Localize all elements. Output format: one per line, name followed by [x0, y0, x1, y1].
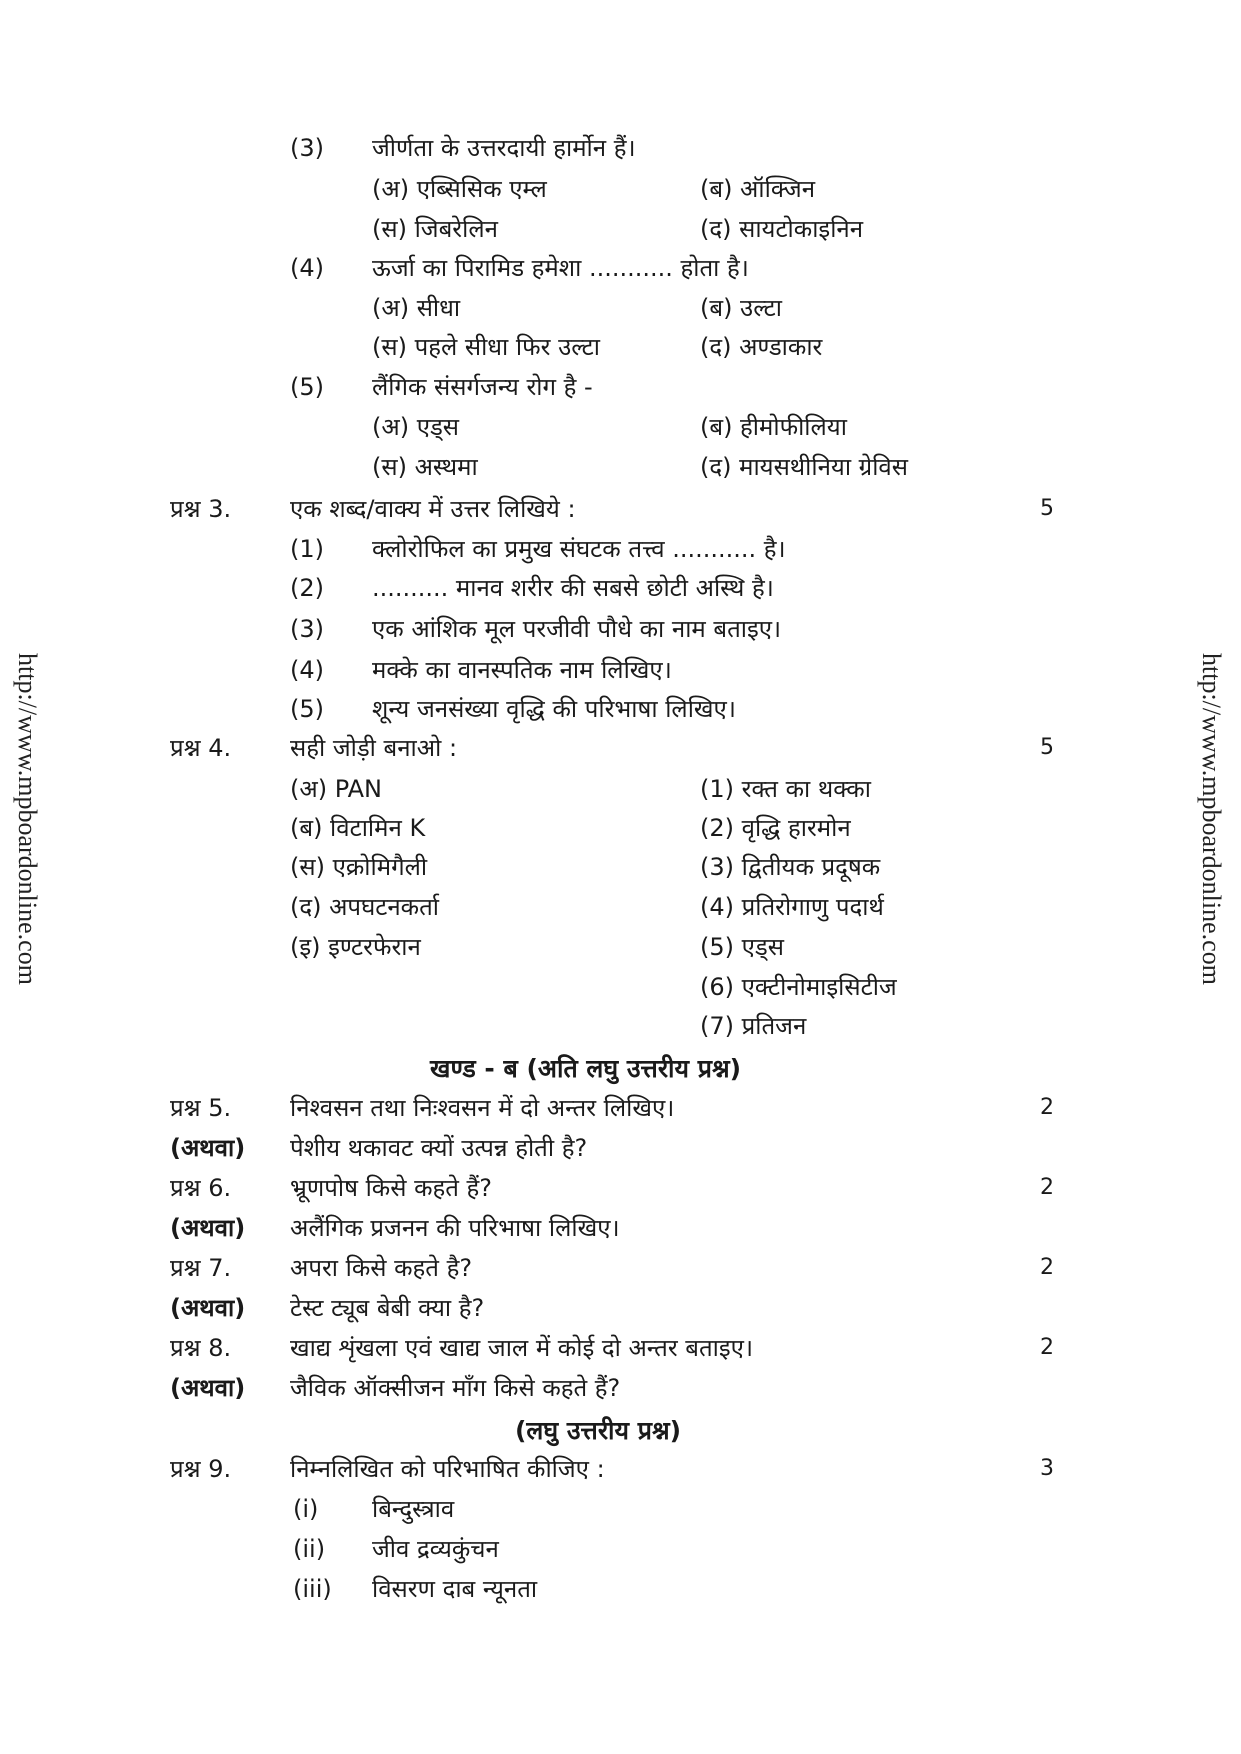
q4-right-item-6: (6) एक्टीनोमाइसिटीज: [700, 973, 897, 1001]
q8-question: खाद्य शृंखला एवं खाद्य जाल में कोई दो अन्तर बताइए।: [290, 1334, 754, 1362]
q3-item-1-text: क्लोरोफिल का प्रमुख संघटक तत्त्व ........... है।: [372, 535, 786, 563]
q6-marks: 2: [1040, 1175, 1054, 1200]
q5-question: निश्वसन तथा निःश्वसन में दो अन्तर लिखिए।: [290, 1094, 675, 1122]
q8-or-label: (अथवा): [170, 1374, 246, 1402]
q2-item-4-option-a: (अ) सीधा: [372, 294, 461, 322]
q2-item-4-option-b: (ब) उल्टा: [700, 294, 782, 322]
q4-right-item-5: (5) एड्स: [700, 933, 784, 961]
q7-question: अपरा किसे कहते है?: [290, 1254, 473, 1282]
q8-or-question: जैविक ऑक्सीजन माँग किसे कहते हैं?: [290, 1374, 621, 1402]
q4-left-item-b: (ब) विटामिन K: [290, 814, 426, 842]
q2-item-5-option-a: (अ) एड्स: [372, 413, 460, 441]
q3-item-4-number: (4): [290, 656, 324, 684]
q9-question: निम्नलिखित को परिभाषित कीजिए :: [290, 1455, 605, 1483]
q4-right-item-4: (4) प्रतिरोगाणु पदार्थ: [700, 893, 884, 921]
q3-question: एक शब्द/वाक्य में उत्तर लिखिये :: [290, 495, 576, 523]
q3-item-2-number: (2): [290, 574, 324, 602]
q3-item-3-text: एक आंशिक मूल परजीवी पौधे का नाम बताइए।: [372, 615, 782, 643]
q9-item-1-text: बिन्दुस्त्राव: [372, 1495, 455, 1523]
q7-or-question: टेस्ट ट्यूब बेबी क्या है?: [290, 1294, 485, 1322]
q2-item-3-number: (3): [290, 134, 324, 162]
q4-right-item-1: (1) रक्त का थक्का: [700, 775, 871, 803]
q4-left-item-d: (द) अपघटनकर्ता: [290, 893, 439, 921]
q3-marks: 5: [1040, 496, 1054, 521]
q3-item-2-text: .......... मानव शरीर की सबसे छोटी अस्थि है।: [372, 574, 774, 602]
q2-item-5-number: (5): [290, 373, 324, 401]
q2-item-4-question: ऊर्जा का पिरामिड हमेशा ........... होता है।: [372, 254, 749, 282]
q9-item-1-number: (i): [293, 1495, 319, 1523]
q2-item-4-number: (4): [290, 254, 324, 282]
q7-or-label: (अथवा): [170, 1294, 246, 1322]
watermark-right: http://www.mpboardonline.com: [1197, 653, 1226, 985]
q8-label: प्रश्न 8.: [170, 1334, 232, 1362]
q9-item-2-text: जीव द्रव्यकुंचन: [372, 1535, 499, 1563]
q4-right-item-3: (3) द्वितीयक प्रदूषक: [700, 853, 881, 881]
q2-item-3-option-c: (स) जिबरेलिन: [372, 215, 498, 243]
q4-left-item-a: (अ) PAN: [290, 775, 383, 803]
q2-item-5-option-c: (स) अस्थमा: [372, 453, 478, 481]
q2-item-3-question: जीर्णता के उत्तरदायी हार्मोन हैं।: [372, 134, 636, 162]
q9-item-3-text: विसरण दाब न्यूनता: [372, 1575, 538, 1603]
q7-marks: 2: [1040, 1255, 1054, 1280]
q4-right-item-2: (2) वृद्धि हारमोन: [700, 814, 851, 842]
q2-item-5-option-d: (द) मायसथीनिया ग्रेविस: [700, 453, 908, 481]
q3-item-4-text: मक्के का वानस्पतिक नाम लिखिए।: [372, 656, 672, 684]
short-answer-heading: (लघु उत्तरीय प्रश्न): [515, 1416, 682, 1445]
q5-or-question: पेशीय थकावट क्यों उत्पन्न होती है?: [290, 1134, 588, 1162]
q4-label: प्रश्न 4.: [170, 734, 232, 762]
q5-marks: 2: [1040, 1095, 1054, 1120]
section-b-heading: खण्ड - ब (अति लघु उत्तरीय प्रश्न): [430, 1054, 742, 1083]
q3-item-5-number: (5): [290, 695, 324, 723]
q4-right-item-7: (7) प्रतिजन: [700, 1012, 807, 1040]
q6-label: प्रश्न 6.: [170, 1174, 232, 1202]
q3-item-5-text: शून्य जनसंख्या वृद्धि की परिभाषा लिखिए।: [372, 695, 736, 723]
q9-marks: 3: [1040, 1456, 1054, 1481]
q9-item-2-number: (ii): [293, 1535, 326, 1563]
q2-item-5-option-b: (ब) हीमोफीलिया: [700, 413, 847, 441]
q4-left-item-e: (इ) इण्टरफेरान: [290, 933, 421, 961]
q4-question: सही जोड़ी बनाओ :: [290, 734, 458, 762]
q2-item-4-option-d: (द) अण्डाकार: [700, 333, 823, 361]
q5-label: प्रश्न 5.: [170, 1094, 232, 1122]
q2-item-5-question: लैंगिक संसर्गजन्य रोग है -: [372, 373, 593, 401]
q3-label: प्रश्न 3.: [170, 495, 232, 523]
q2-item-3-option-d: (द) सायटोकाइनिन: [700, 215, 864, 243]
q8-marks: 2: [1040, 1335, 1054, 1360]
q2-item-4-option-c: (स) पहले सीधा फिर उल्टा: [372, 333, 600, 361]
q5-or-label: (अथवा): [170, 1134, 246, 1162]
q3-item-3-number: (3): [290, 615, 324, 643]
q6-or-label: (अथवा): [170, 1214, 246, 1242]
q7-label: प्रश्न 7.: [170, 1254, 232, 1282]
q2-item-3-option-a: (अ) एब्सिसिक एम्ल: [372, 175, 547, 203]
q6-or-question: अलैंगिक प्रजनन की परिभाषा लिखिए।: [290, 1214, 620, 1242]
q6-question: भ्रूणपोष किसे कहते हैं?: [290, 1174, 493, 1202]
q4-left-item-c: (स) एक्रोमिगैली: [290, 853, 428, 881]
watermark-left: http://www.mpboardonline.com: [13, 653, 42, 985]
q3-item-1-number: (1): [290, 535, 324, 563]
q9-item-3-number: (iii): [293, 1575, 332, 1603]
q4-marks: 5: [1040, 735, 1054, 760]
q2-item-3-option-b: (ब) ऑक्जिन: [700, 175, 816, 203]
q9-label: प्रश्न 9.: [170, 1455, 232, 1483]
